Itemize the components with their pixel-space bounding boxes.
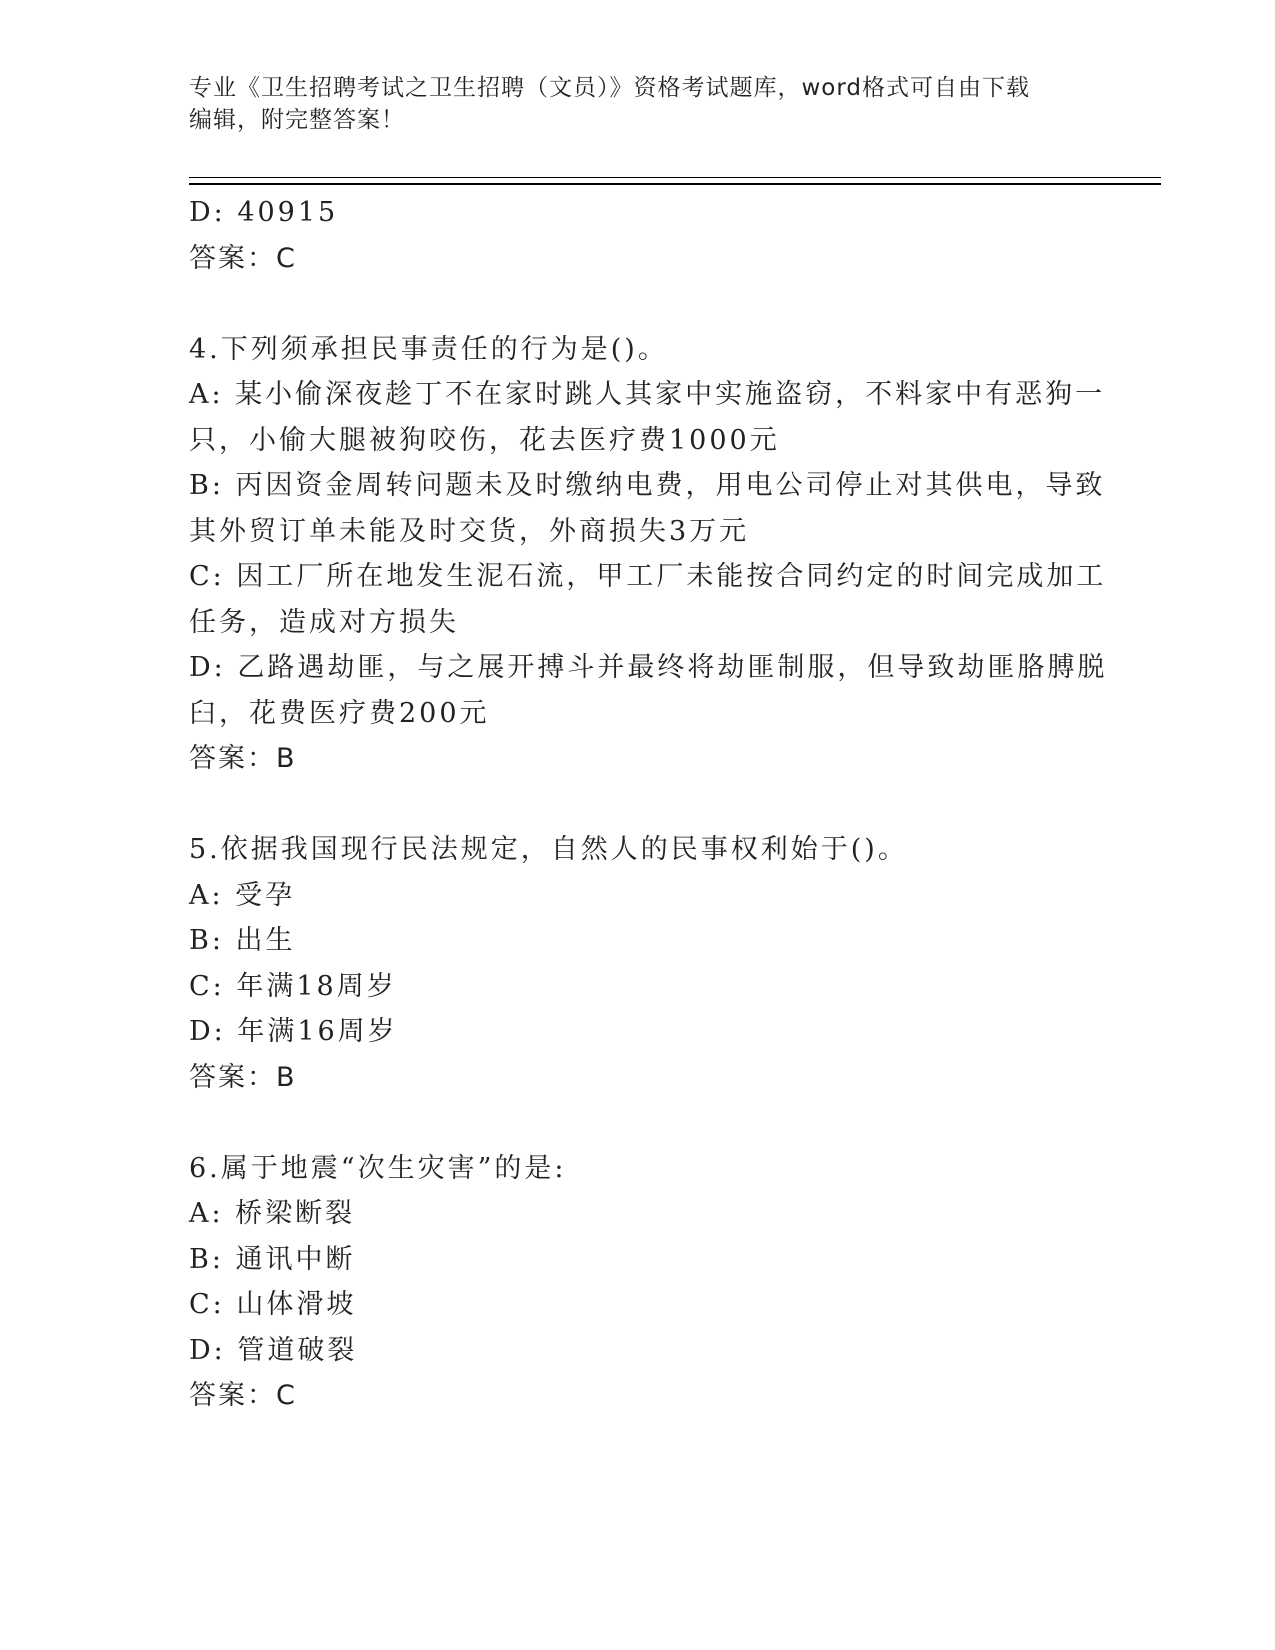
header-line-2: 编辑，附完整答案！ bbox=[189, 107, 405, 133]
option-line: D: 乙路遇劫匪，与之展开搏斗并最终将劫匪制服，但导致劫匪胳膊脱 bbox=[189, 652, 1108, 683]
answer-line: 答案：B bbox=[189, 1061, 297, 1093]
document-header bbox=[189, 72, 1089, 136]
option-line: 任务，造成对方损失 bbox=[189, 606, 459, 638]
question-stem: 6.属于地震“次生灾害”的是: bbox=[189, 1152, 567, 1184]
option-b: B: 出生 bbox=[189, 925, 296, 956]
header-rule-thin bbox=[189, 177, 1161, 178]
option-d: D: 40915 bbox=[189, 197, 339, 228]
option-b: B: 通讯中断 bbox=[189, 1243, 356, 1275]
option-a: A: 受孕 bbox=[189, 879, 296, 911]
option-line: B: 丙因资金周转问题未及时缴纳电费，用电公司停止对其供电，导致 bbox=[189, 470, 1106, 501]
option-line: 其外贸订单未能及时交货，外商损失3万元 bbox=[189, 515, 750, 547]
spacer bbox=[189, 1100, 1089, 1146]
previous-question-tail bbox=[189, 190, 1089, 281]
spacer bbox=[189, 782, 1089, 828]
option-c: C: 年满18周岁 bbox=[189, 970, 397, 1002]
option-line: 臼，花费医疗费200元 bbox=[189, 697, 490, 729]
document-body bbox=[189, 190, 1108, 1419]
question-stem: 5.依据我国现行民法规定，自然人的民事权利始于()。 bbox=[189, 834, 908, 865]
question-6 bbox=[189, 1146, 1089, 1419]
header-rule-thick bbox=[189, 183, 1161, 185]
option-line: A: 某小偷深夜趁丁不在家时跳人其家中实施盗窃，不料家中有恶狗一 bbox=[189, 379, 1106, 410]
option-line: C: 因工厂所在地发生泥石流，甲工厂未能按合同约定的时间完成加工 bbox=[189, 561, 1107, 592]
option-a: A: 桥梁断裂 bbox=[189, 1198, 356, 1229]
spacer bbox=[189, 281, 1089, 327]
option-line: 只，小偷大腿被狗咬伤，花去医疗费1000元 bbox=[189, 424, 780, 456]
question-stem: 4.下列须承担民事责任的行为是()。 bbox=[189, 333, 668, 365]
option-d: D: 管道破裂 bbox=[189, 1334, 358, 1366]
answer-line: 答案：B bbox=[189, 743, 297, 774]
header-line-1: 专业《卫生招聘考试之卫生招聘（文员）》资格考试题库，word格式可自由下载 bbox=[189, 75, 1031, 101]
question-5 bbox=[189, 827, 1089, 1100]
answer-line: 答案：C bbox=[189, 242, 297, 274]
option-c: C: 山体滑坡 bbox=[189, 1289, 357, 1320]
option-d: D: 年满16周岁 bbox=[189, 1016, 398, 1047]
answer-line: 答案：C bbox=[189, 1380, 297, 1411]
question-4 bbox=[189, 327, 1108, 782]
